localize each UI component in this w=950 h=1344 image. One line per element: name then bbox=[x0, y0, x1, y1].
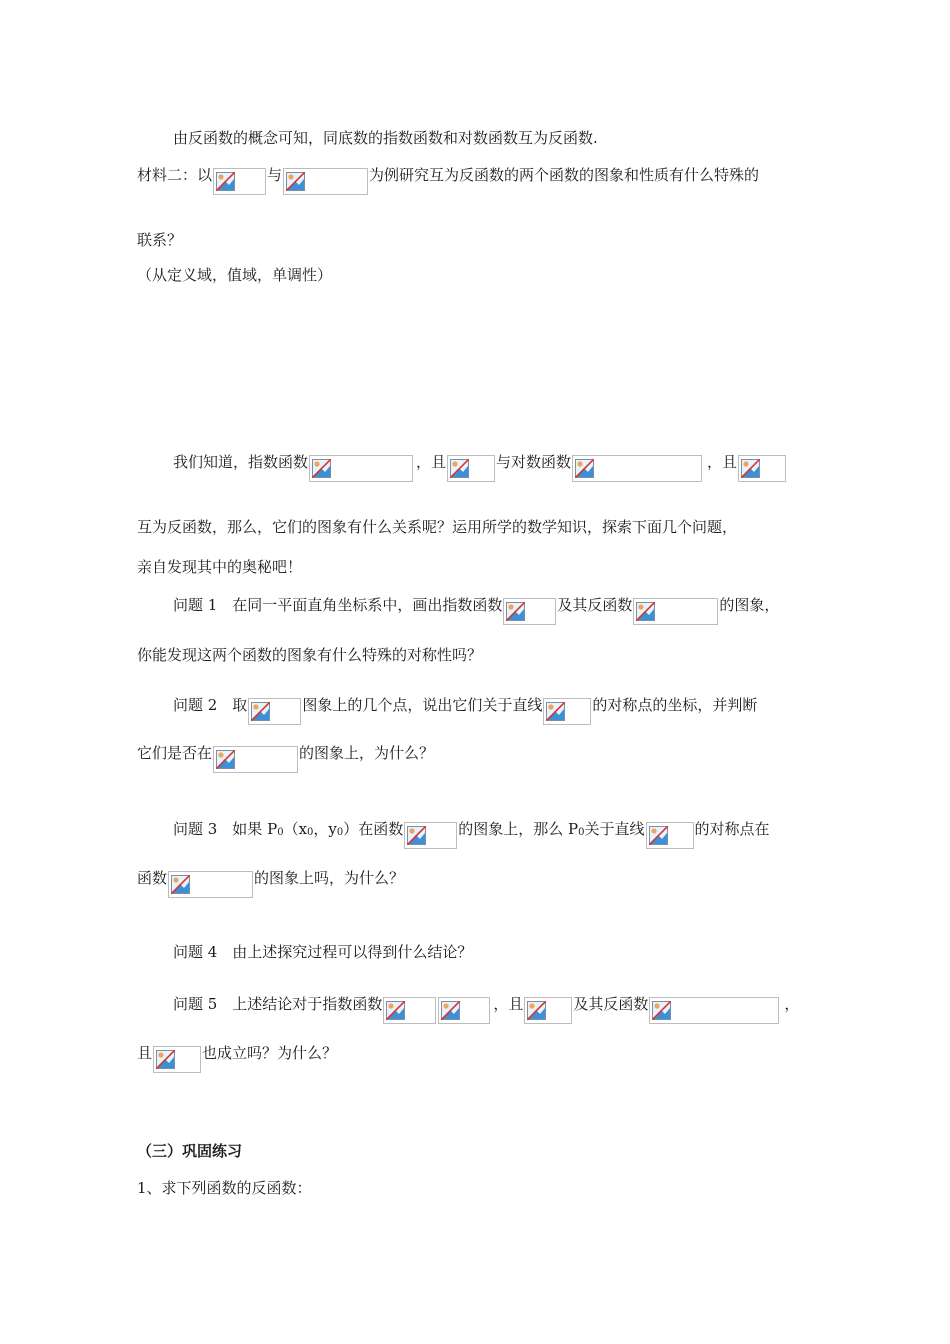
text-segment: 函数 bbox=[137, 869, 168, 887]
text-segment: 为例研究互为反函数的两个函数的图象和性质有什么特殊的 bbox=[369, 166, 760, 184]
paragraph-1 bbox=[173, 123, 598, 153]
broken-image-icon bbox=[283, 168, 368, 195]
subscript: 0 bbox=[277, 827, 284, 838]
paragraph-text: 亲自发现其中的奥秘吧！ bbox=[137, 558, 303, 576]
question-1 bbox=[173, 590, 779, 620]
text-segment: 的对称点在 bbox=[694, 820, 770, 838]
question-3-continued bbox=[137, 863, 404, 893]
text-segment: 它们是否在 bbox=[137, 744, 213, 762]
question-1-continued bbox=[137, 640, 482, 670]
material-label: 材料二：以 bbox=[137, 166, 213, 184]
text-segment: ）在函数 bbox=[343, 820, 404, 838]
text-segment: 与 bbox=[267, 166, 283, 184]
broken-image-icon bbox=[153, 1046, 201, 1073]
text-segment: （x bbox=[283, 820, 308, 838]
material-2-line bbox=[137, 160, 759, 190]
exercise-1 bbox=[137, 1173, 312, 1203]
question-3 bbox=[173, 814, 770, 844]
broken-image-icon bbox=[404, 822, 457, 849]
text-segment: 图象上的几个点，说出它们关于直线 bbox=[302, 696, 543, 714]
paragraph-text: 你能发现这两个函数的图象有什么特殊的对称性吗？ bbox=[137, 646, 483, 664]
text-segment: 我们知道，指数函数 bbox=[173, 453, 309, 471]
broken-image-icon bbox=[447, 455, 495, 482]
text-segment: ，且 bbox=[707, 453, 738, 471]
text-segment: ， bbox=[784, 995, 800, 1013]
paragraph-text: 联系？ bbox=[137, 231, 183, 249]
text-segment: 且 bbox=[137, 1044, 153, 1062]
broken-image-icon bbox=[649, 997, 779, 1024]
broken-image-icon bbox=[309, 455, 413, 482]
subscript: 0 bbox=[336, 827, 344, 838]
subscript: 0 bbox=[578, 827, 585, 838]
broken-image-icon bbox=[633, 598, 718, 625]
text-segment: 及其反函数 bbox=[573, 995, 649, 1013]
text-segment: 问题 3 如果 P bbox=[173, 820, 278, 838]
paragraph-4 bbox=[137, 260, 332, 290]
broken-image-icon bbox=[738, 455, 786, 482]
broken-image-icon bbox=[503, 598, 556, 625]
text-segment: 问题 1 在同一平面直角坐标系中，画出指数函数 bbox=[173, 596, 503, 614]
question-5-continued bbox=[137, 1038, 337, 1068]
broken-image-icon bbox=[572, 455, 702, 482]
paragraph-6 bbox=[137, 512, 737, 542]
broken-image-icon bbox=[524, 997, 572, 1024]
paragraph-3 bbox=[137, 225, 182, 255]
paragraph-text: 1、求下列函数的反函数： bbox=[137, 1179, 312, 1197]
question-5 bbox=[173, 989, 799, 1019]
text-segment: ，y bbox=[313, 820, 337, 838]
text-segment: 的图象上吗，为什么？ bbox=[254, 869, 405, 887]
broken-image-icon bbox=[383, 997, 436, 1024]
paragraph-5 bbox=[173, 447, 787, 477]
text-segment: 问题 5 上述结论对于指数函数 bbox=[173, 995, 383, 1013]
section-heading bbox=[137, 1136, 242, 1166]
text-segment: 也成立吗？为什么？ bbox=[202, 1044, 338, 1062]
broken-image-icon bbox=[543, 698, 591, 725]
paragraph-text: 由反函数的概念可知，同底数的指数函数和对数函数互为反函数. bbox=[173, 129, 598, 147]
paragraph-7 bbox=[137, 552, 302, 582]
paragraph-text: （从定义域，值域，单调性） bbox=[137, 266, 333, 284]
text-segment: ，且 bbox=[416, 453, 447, 471]
paragraph-text: 问题 4 由上述探究过程可以得到什么结论？ bbox=[173, 943, 473, 961]
text-segment: 问题 2 取 bbox=[173, 696, 248, 714]
broken-image-icon bbox=[213, 746, 298, 773]
section-title: （三）巩固练习 bbox=[137, 1142, 243, 1160]
text-segment: 关于直线 bbox=[584, 820, 645, 838]
broken-image-icon bbox=[213, 168, 266, 195]
text-segment: 的图象， bbox=[719, 596, 780, 614]
question-2-continued bbox=[137, 738, 434, 768]
subscript: 0 bbox=[307, 827, 314, 838]
text-segment: 的对称点的坐标，并判断 bbox=[592, 696, 758, 714]
question-4 bbox=[173, 937, 472, 967]
question-2 bbox=[173, 690, 757, 720]
paragraph-text: 互为反函数，那么，它们的图象有什么关系呢？运用所学的数学知识，探索下面几个问题， bbox=[137, 518, 738, 536]
text-segment: ，且 bbox=[493, 995, 524, 1013]
broken-image-icon bbox=[646, 822, 694, 849]
broken-image-icon bbox=[438, 997, 490, 1024]
broken-image-icon bbox=[248, 698, 301, 725]
text-segment: 及其反函数 bbox=[557, 596, 633, 614]
text-segment: 的图象上，那么 P bbox=[458, 820, 579, 838]
text-segment: 的图象上，为什么？ bbox=[299, 744, 435, 762]
broken-image-icon bbox=[168, 871, 253, 898]
text-segment: 与对数函数 bbox=[496, 453, 572, 471]
